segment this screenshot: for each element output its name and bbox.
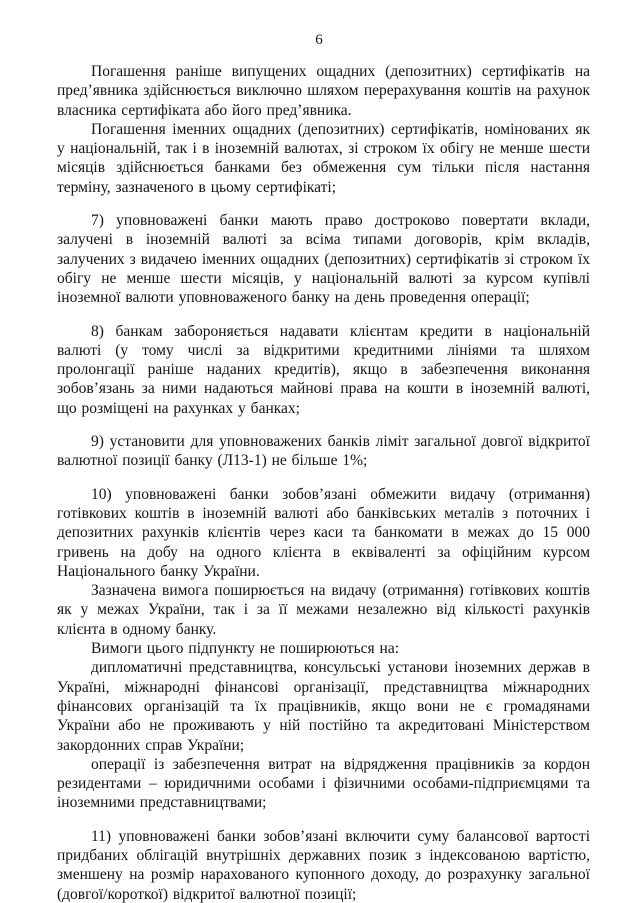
paragraph-item-11: 11) уповноважені банки зобов’язані включити суму балансової вартості придбаних облігацій внутрішніх державних позик з індексованою вартістю, зменшену на розмір нарахованого купонного доходу, до розрахунку загальної (довгої/короткої) відкритої валютної позиції; xyxy=(57,827,590,903)
paragraph-item-7: 7) уповноважені банки мають право достроково повертати вклади, залучені в іноземній валюті за всіма типами договорів, крім вкладів, залучених з видачею іменних ощадних (депозитних) сертифікатів зі строком їх обігу не менше шести місяців, у національній валюті за курсом купівлі іноземної валюти уповноваженого банку на день проведення операції; xyxy=(57,212,590,307)
document-body xyxy=(0,62,638,903)
paragraph-item-10-exception-diplomatic: дипломатичні представництва, консульські установи іноземних держав в Україні, міжнародні фінансові організації, представництва міжнародних фінансових організацій та їх працівників, якщо вони не є громадянами України або не проживають у ній постійно та акредитовані Міністерством закордонних справ України; xyxy=(57,659,590,754)
page-number: 6 xyxy=(315,32,323,48)
paragraph-item-9: 9) установити для уповноважених банків ліміт загальної довгої відкритої валютної позиції банку (Л13-1) не більше 1%; xyxy=(57,433,590,470)
paragraph-item-10-requirement-scope: Зазначена вимога поширюється на видачу (отримання) готівкових коштів як у межах України, так і за її межами незалежно від кількості рахунків клієнта в одному банку. xyxy=(57,582,590,638)
paragraph-item-8: 8) банкам забороняється надавати клієнтам кредити в національній валюті (у тому числі за відкритими кредитними лініями та шляхом пролонгації раніше наданих кредитів), якщо в забезпечення виконання зобов’язань за ними надаються майнові права на кошти в іноземній валюті, що розміщені на рахунках у банках; xyxy=(57,322,590,417)
paragraph-item-10-exceptions-intro: Вимоги цього підпункту не поширюються на: xyxy=(91,640,400,658)
paragraph-redemption-bearer-certificates: Погашення раніше випущених ощадних (депозитних) сертифікатів на пред’явника здійснюється виключно шляхом перерахування коштів на рахунок власника сертифіката або його пред’явника. xyxy=(57,63,590,119)
paragraph-redemption-registered-certificates: Погашення іменних ощадних (депозитних) сертифікатів, номінованих як у національній, так і в іноземній валютах, зі строком їх обігу не менше шести місяців здійснюється банками без обмеження сум тільки після настання терміну, зазначеного в цьому сертифікаті; xyxy=(57,120,590,196)
paragraph-item-10-exception-business-trips: операції із забезпечення витрат на відрядження працівників за кордон резидентами – юридичними особами і фізичними особами-підприємцями та іноземними представництвами; xyxy=(57,755,590,812)
paragraph-item-10: 10) уповноважені банки зобов’язані обмежити видачу (отримання) готівкових коштів в іноземній валюті або банківських металів з поточних і депозитних рахунків клієнтів через каси та банкомати в межах до 15 000 гривень на добу на одного клієнта в еквіваленті за офіційним курсом Національного банку України. xyxy=(57,485,590,580)
